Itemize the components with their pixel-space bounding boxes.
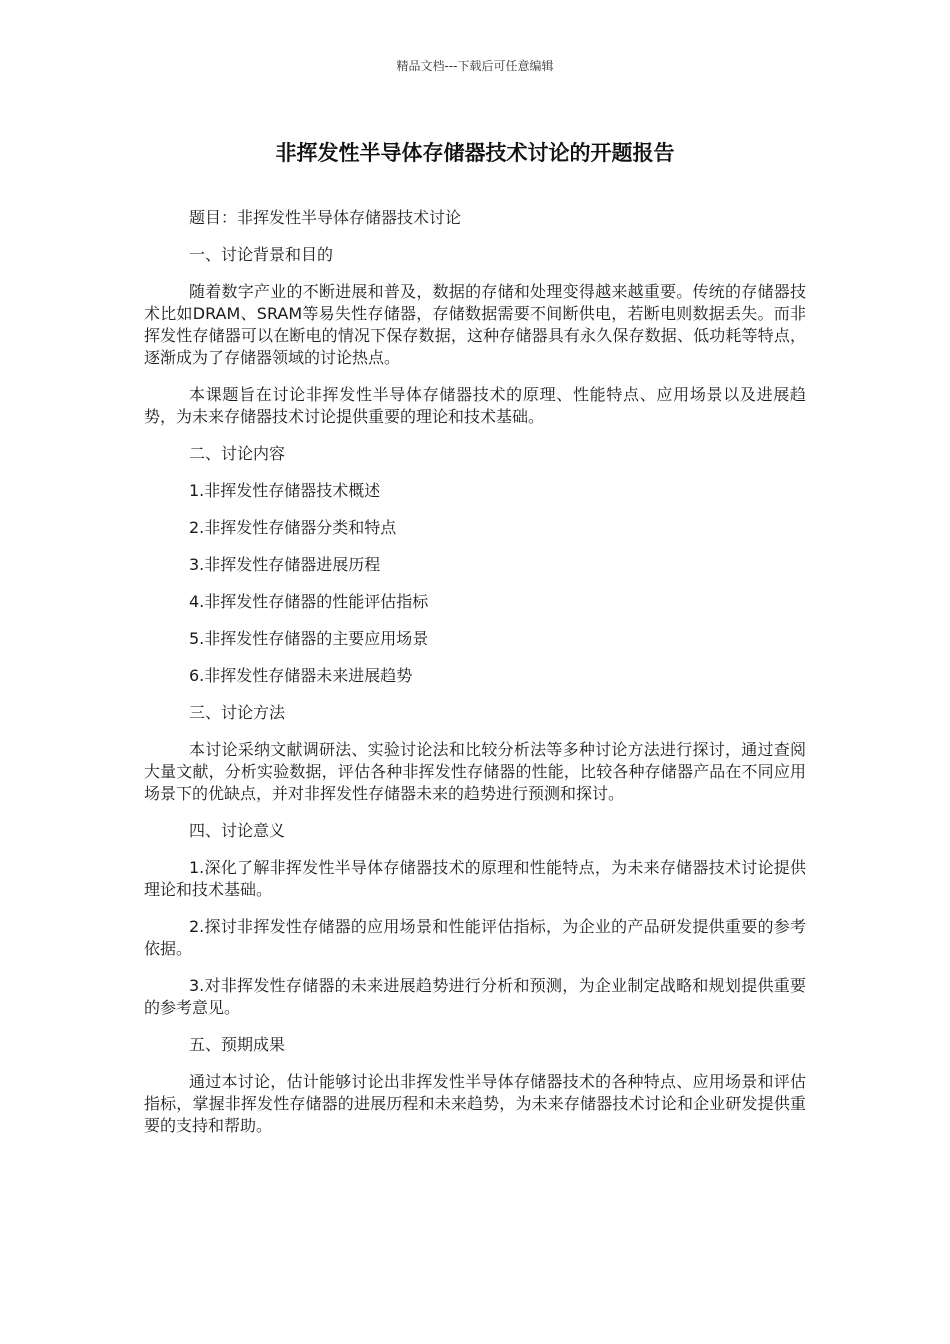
- section-1-heading: 一、讨论背景和目的: [189, 245, 334, 264]
- section-2-item-6: 6.非挥发性存储器未来进展趋势: [189, 666, 413, 685]
- section-3-heading: 三、讨论方法: [189, 703, 286, 722]
- document-body: [144, 207, 806, 1152]
- section-5-paragraph-1: 通过本讨论，估计能够讨论出非挥发性半导体存储器技术的各种特点、应用场景和评估指标，掌握非挥发性存储器的进展历程和未来趋势，为未来存储器技术讨论和企业研发提供重要的支持和帮助。: [144, 1072, 806, 1135]
- section-2-item-3: 3.非挥发性存储器进展历程: [189, 555, 381, 574]
- section-4-heading: 四、讨论意义: [189, 821, 286, 840]
- section-1-paragraph-1: 随着数字产业的不断进展和普及，数据的存储和处理变得越来越重要。传统的存储器技术比如DRAM、SRAM等易失性存储器，存储数据需要不间断供电，若断电则数据丢失。而非挥发性存储器可以在断电的情况下保存数据，这种存储器具有永久保存数据、低功耗等特点，逐渐成为了存储器领域的讨论热点。: [144, 282, 806, 367]
- section-2-heading: 二、讨论内容: [189, 444, 286, 463]
- section-2-item-2: 2.非挥发性存储器分类和特点: [189, 518, 397, 537]
- section-2-item-4: 4.非挥发性存储器的性能评估指标: [189, 592, 429, 611]
- section-5-heading: 五、预期成果: [189, 1035, 286, 1054]
- header-note: 精品文档---下载后可任意编辑: [396, 59, 554, 73]
- section-4-item-1: 1.深化了解非挥发性半导体存储器技术的原理和性能特点，为未来存储器技术讨论提供理论和技术基础。: [144, 858, 806, 899]
- section-4-item-3: 3.对非挥发性存储器的未来进展趋势进行分析和预测，为企业制定战略和规划提供重要的参考意见。: [144, 976, 806, 1017]
- section-2-item-5: 5.非挥发性存储器的主要应用场景: [189, 629, 429, 648]
- topic-line: 题目：非挥发性半导体存储器技术讨论: [189, 208, 462, 227]
- section-2-item-1: 1.非挥发性存储器技术概述: [189, 481, 381, 500]
- section-3-paragraph-1: 本讨论采纳文献调研法、实验讨论法和比较分析法等多种讨论方法进行探讨，通过查阅大量文献，分析实验数据，评估各种非挥发性存储器的性能，比较各种存储器产品在不同应用场景下的优缺点，并对非挥发性存储器未来的趋势进行预测和探讨。: [144, 740, 806, 803]
- section-1-paragraph-2: 本课题旨在讨论非挥发性半导体存储器技术的原理、性能特点、应用场景以及进展趋势，为未来存储器技术讨论提供重要的理论和技术基础。: [144, 385, 806, 426]
- document-title: 非挥发性半导体存储器技术讨论的开题报告: [275, 141, 675, 165]
- section-4-item-2: 2.探讨非挥发性存储器的应用场景和性能评估指标，为企业的产品研发提供重要的参考依据。: [144, 917, 806, 958]
